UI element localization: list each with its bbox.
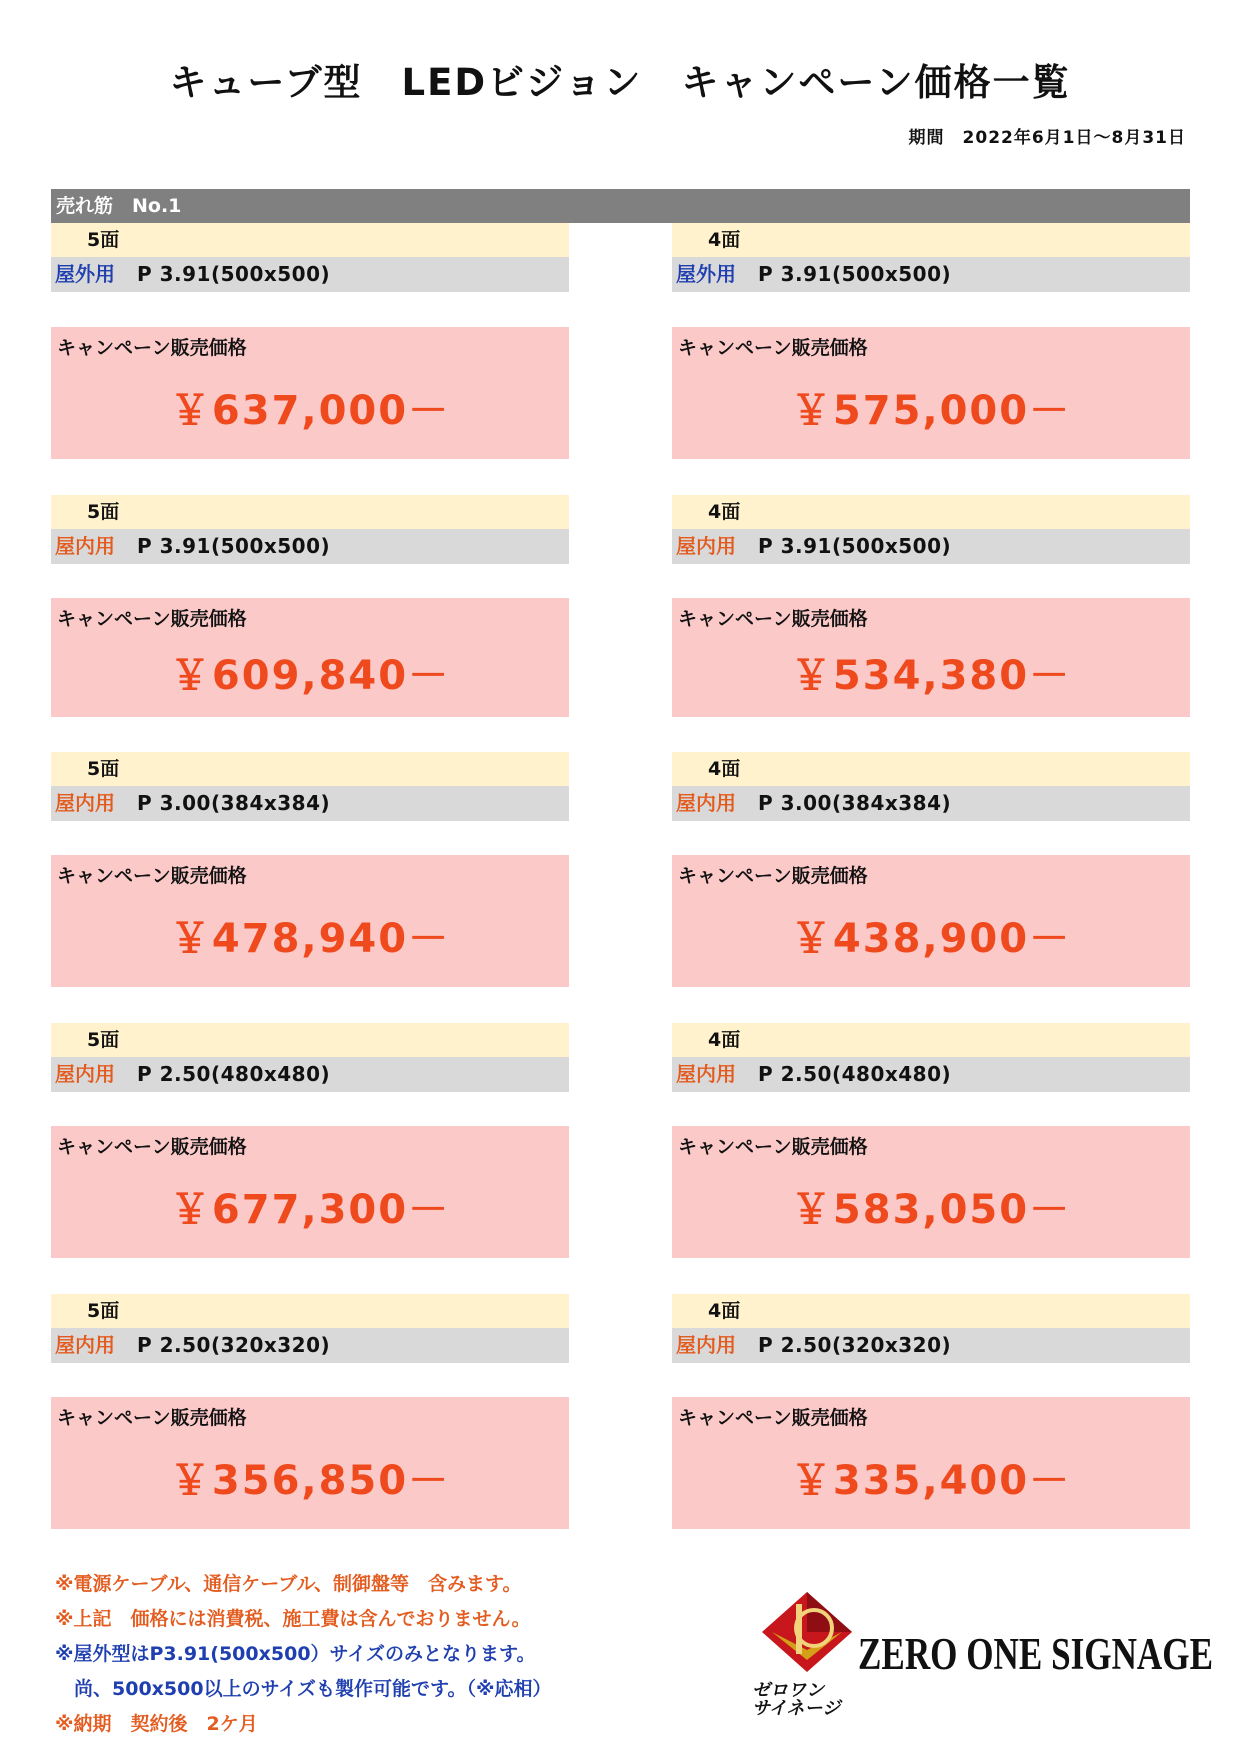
- note-item: ※電源ケーブル、通信ケーブル、制御盤等 含みます。: [55, 1573, 522, 1595]
- faces-count: 5面: [51, 1023, 569, 1057]
- pixel-spec: P 3.91(500x500): [137, 534, 331, 558]
- model-line: [672, 786, 1190, 821]
- price-label: キャンペーン販売価格: [57, 1136, 247, 1158]
- price-label: キャンペーン販売価格: [57, 865, 247, 887]
- price-box: [672, 598, 1190, 717]
- brand-name: ZERO ONE SIGNAGE: [858, 1629, 1213, 1679]
- price-label: キャンペーン販売価格: [678, 865, 868, 887]
- model-line: [672, 1057, 1190, 1092]
- product-header: [672, 1023, 1190, 1092]
- campaign-price: ￥335,400－: [790, 1458, 1072, 1504]
- model-line: [51, 1057, 569, 1092]
- model-line: [672, 529, 1190, 564]
- product-header: [672, 495, 1190, 564]
- price-box: [672, 327, 1190, 459]
- product-header: [672, 223, 1190, 292]
- faces-count: 5面: [51, 223, 569, 257]
- price-label: キャンペーン販売価格: [678, 337, 868, 359]
- bestseller-header: 売れ筋 No.1: [51, 189, 1190, 223]
- brand-kana: ゼロワン サイネージ: [752, 1680, 841, 1719]
- model-line: [672, 257, 1190, 292]
- usage-type: 屋内用: [676, 1333, 736, 1357]
- campaign-price: ￥356,850－: [169, 1458, 451, 1504]
- product-header: [672, 1294, 1190, 1363]
- price-box: [51, 855, 569, 987]
- pixel-spec: P 3.00(384x384): [137, 791, 331, 815]
- price-box: [51, 327, 569, 459]
- price-box: [672, 855, 1190, 987]
- product-header: [51, 1023, 569, 1092]
- model-line: [51, 786, 569, 821]
- usage-type: 屋外用: [676, 262, 736, 286]
- faces-count: 5面: [51, 752, 569, 786]
- usage-type: 屋内用: [676, 791, 736, 815]
- product-header: [51, 1294, 569, 1363]
- company-logo: [752, 1590, 1213, 1720]
- campaign-price: ￥609,840－: [169, 653, 451, 699]
- model-line: [51, 529, 569, 564]
- product-header: [672, 752, 1190, 821]
- price-box: [51, 1126, 569, 1258]
- usage-type: 屋外用: [55, 262, 115, 286]
- note-item: ※屋外型はP3.91(500x500）サイズのみとなります。: [55, 1643, 536, 1665]
- campaign-price: ￥677,300－: [169, 1187, 451, 1233]
- pixel-spec: P 3.00(384x384): [758, 791, 952, 815]
- faces-count: 4面: [672, 1294, 1190, 1328]
- usage-type: 屋内用: [55, 791, 115, 815]
- product-header: [51, 495, 569, 564]
- pixel-spec: P 3.91(500x500): [137, 262, 331, 286]
- model-line: [51, 257, 569, 292]
- page-title: キューブ型 LEDビジョン キャンペーン価格一覧: [169, 61, 1071, 104]
- campaign-period: 期間 2022年6月1日～8月31日: [908, 128, 1186, 148]
- usage-type: 屋内用: [55, 1062, 115, 1086]
- price-box: [672, 1126, 1190, 1258]
- campaign-price: ￥637,000－: [169, 388, 451, 434]
- price-box: [672, 1397, 1190, 1529]
- pixel-spec: P 2.50(320x320): [137, 1333, 331, 1357]
- pixel-spec: P 2.50(320x320): [758, 1333, 952, 1357]
- note-item: ※上記 価格には消費税、施工費は含んでおりません。: [55, 1608, 531, 1630]
- usage-type: 屋内用: [676, 1062, 736, 1086]
- faces-count: 4面: [672, 495, 1190, 529]
- note-item: ※納期 契約後 2ケ月: [55, 1713, 258, 1735]
- note-item: 尚、500x500以上のサイズも製作可能です。（※応相）: [55, 1678, 552, 1700]
- pixel-spec: P 2.50(480x480): [137, 1062, 331, 1086]
- pixel-spec: P 2.50(480x480): [758, 1062, 952, 1086]
- usage-type: 屋内用: [55, 534, 115, 558]
- zero-one-emblem-icon: [752, 1590, 862, 1685]
- usage-type: 屋内用: [55, 1333, 115, 1357]
- campaign-price: ￥575,000－: [790, 388, 1072, 434]
- product-header: [51, 223, 569, 292]
- faces-count: 5面: [51, 1294, 569, 1328]
- faces-count: 5面: [51, 495, 569, 529]
- faces-count: 4面: [672, 752, 1190, 786]
- campaign-price: ￥478,940－: [169, 916, 451, 962]
- faces-count: 4面: [672, 1023, 1190, 1057]
- price-label: キャンペーン販売価格: [57, 608, 247, 630]
- price-label: キャンペーン販売価格: [678, 1136, 868, 1158]
- faces-count: 4面: [672, 223, 1190, 257]
- price-label: キャンペーン販売価格: [678, 1407, 868, 1429]
- price-label: キャンペーン販売価格: [57, 1407, 247, 1429]
- price-box: [51, 1397, 569, 1529]
- campaign-price: ￥583,050－: [790, 1187, 1072, 1233]
- model-line: [51, 1328, 569, 1363]
- model-line: [672, 1328, 1190, 1363]
- campaign-price: ￥534,380－: [790, 653, 1072, 699]
- usage-type: 屋内用: [676, 534, 736, 558]
- pixel-spec: P 3.91(500x500): [758, 262, 952, 286]
- product-header: [51, 752, 569, 821]
- pixel-spec: P 3.91(500x500): [758, 534, 952, 558]
- price-label: キャンペーン販売価格: [678, 608, 868, 630]
- campaign-price: ￥438,900－: [790, 916, 1072, 962]
- price-box: [51, 598, 569, 717]
- footnotes: [55, 1567, 552, 1742]
- price-label: キャンペーン販売価格: [57, 337, 247, 359]
